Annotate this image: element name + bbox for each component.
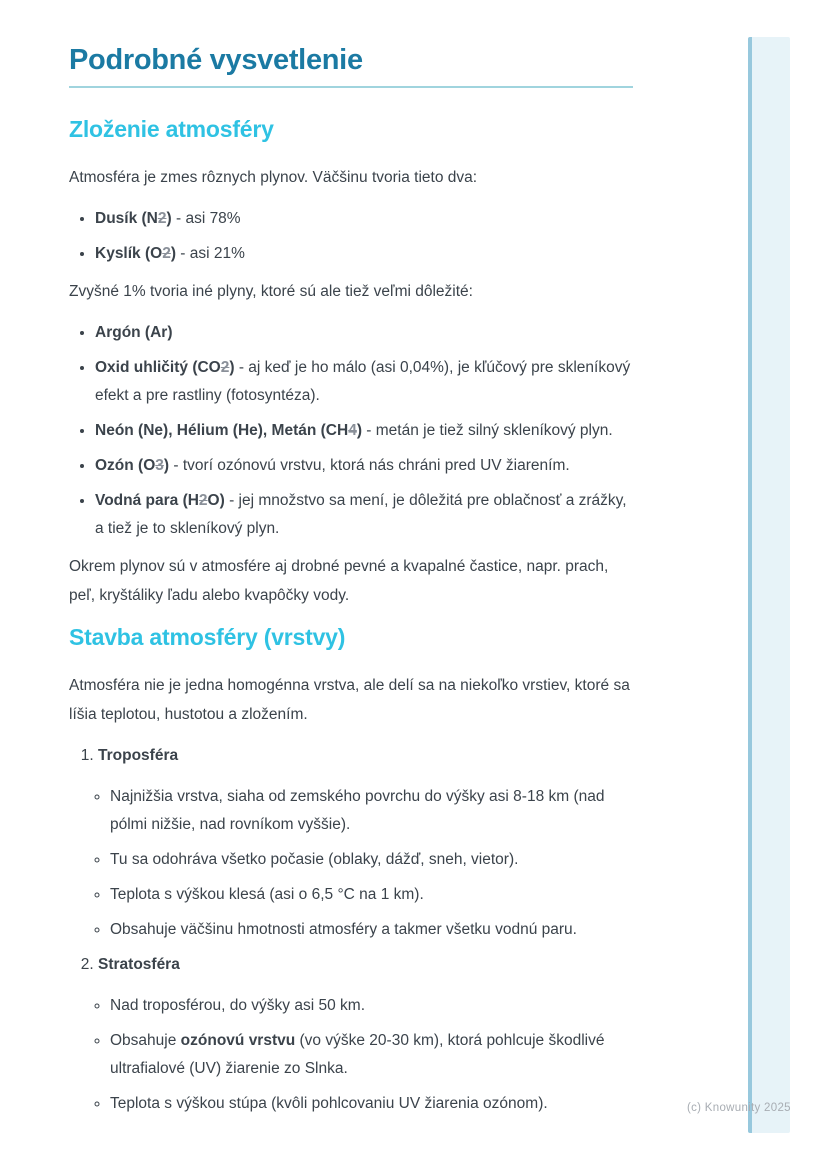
text-segment: Obsahuje väčšinu hmotnosti atmosféry a takmer všetku vodnú paru.	[110, 921, 577, 938]
list-item	[95, 452, 633, 480]
sub-bullet-list	[98, 992, 633, 1118]
sub-bullet-list	[98, 783, 633, 944]
text-segment: )	[166, 210, 172, 227]
text-segment: - tvorí ozónovú vrstvu, ktorá nás chráni pred UV žiarením.	[169, 457, 570, 474]
document-content	[69, 0, 633, 1118]
text-segment: Najnižšia vrstva, siaha od zemského povrchu do výšky asi 8-18 km (nad pólmi nižšie, nad rovníkom vyššie).	[110, 788, 605, 833]
paragraph	[69, 552, 633, 610]
text-segment: ozónovú vrstvu	[180, 1032, 296, 1049]
list-item	[95, 354, 633, 410]
paragraph	[69, 671, 633, 729]
paragraph	[69, 163, 633, 192]
page-title: Podrobné vysvetlenie	[69, 44, 363, 76]
list-item	[110, 1027, 633, 1083]
text-segment: Teplota s výškou klesá (asi o 6,5 °C na 1 km).	[110, 886, 424, 903]
text-segment: Obsahuje	[110, 1032, 181, 1049]
article	[69, 116, 633, 1118]
text-segment: Oxid uhličitý (CO	[95, 359, 221, 376]
chem-subscript: 2	[162, 245, 171, 262]
text-segment: Troposféra	[98, 747, 179, 764]
text-segment: - aj keď je ho málo (asi 0,04%), je kľúčový pre skleníkový efekt a pre rastliny (fotosyntéza).	[95, 359, 631, 404]
list-item	[98, 742, 633, 944]
text-segment: - jej množstvo sa mení, je dôležitá pre oblačnosť a zrážky, a tiež je to skleníkový plyn.	[95, 492, 627, 537]
text-segment: (vo výške 20-30 km), ktorá pohlcuje škodlivé ultrafialové (UV) žiarenie zo Slnka.	[110, 1032, 605, 1077]
text-segment: Atmosféra je zmes rôznych plynov. Väčšinu tvoria tieto dva:	[69, 169, 478, 186]
bullet-list	[69, 205, 633, 268]
list-item	[110, 992, 633, 1020]
copyright-text: (c) Knowunity 2025	[687, 1102, 791, 1114]
text-segment: )	[163, 457, 170, 474]
list-item	[110, 916, 633, 944]
title-divider	[69, 86, 633, 88]
list-item	[95, 417, 633, 445]
chem-subscript: 2	[198, 492, 208, 509]
text-segment: Nad troposférou, do výšky asi 50 km.	[110, 997, 366, 1014]
text-segment: Argón (Ar)	[95, 324, 173, 341]
list-item	[95, 319, 633, 347]
list-item	[98, 951, 633, 1118]
text-segment: Atmosféra nie je jedna homogénna vrstva, ale delí sa na niekoľko vrstiev, ktoré sa líšia teplotou, hustotou a zložením.	[69, 677, 630, 723]
section-heading: Zloženie atmosféry	[69, 116, 274, 142]
text-segment: - asi 21%	[176, 245, 245, 262]
text-segment: Dusík (N	[95, 210, 158, 227]
section-heading: Stavba atmosféry (vrstvy)	[69, 624, 346, 650]
bullet-list	[69, 319, 633, 543]
text-segment: Okrem plynov sú v atmosfére aj drobné pevné a kvapalné častice, napr. prach, peľ, kryštáliky ľadu alebo kvapôčky vody.	[69, 558, 609, 604]
list-item	[110, 783, 633, 839]
paragraph	[69, 277, 633, 306]
chem-subscript: 2	[157, 210, 167, 227]
text-segment: Ozón (O	[95, 457, 156, 474]
list-item	[110, 1090, 633, 1118]
text-segment: Kyslík (O	[95, 245, 163, 262]
list-item	[95, 205, 633, 233]
text-segment: )	[229, 359, 235, 376]
text-segment: Tu sa odohráva všetko počasie (oblaky, dážď, sneh, vietor).	[110, 851, 519, 868]
numbered-list	[69, 742, 633, 1118]
chem-subscript: 2	[220, 359, 230, 376]
page-edge-strip	[748, 37, 790, 1133]
list-item	[95, 487, 633, 543]
text-segment: Teplota s výškou stúpa (kvôli pohlcovaniu UV žiarenia ozónom).	[110, 1095, 548, 1112]
list-item	[110, 846, 633, 874]
list-item	[95, 240, 633, 268]
text-segment: Vodná para (H	[95, 492, 199, 509]
text-segment: - metán je tiež silný skleníkový plyn.	[361, 422, 613, 439]
text-segment: )	[170, 245, 176, 262]
chem-subscript: 3	[155, 457, 164, 474]
text-segment: )	[356, 422, 362, 439]
list-item	[110, 881, 633, 909]
text-segment: O)	[207, 492, 225, 509]
text-segment: - asi 78%	[171, 210, 241, 227]
text-segment: Zvyšné 1% tvoria iné plyny, ktoré sú ale tiež veľmi dôležité:	[69, 283, 473, 300]
text-segment: Stratosféra	[98, 956, 180, 973]
chem-subscript: 4	[348, 422, 357, 439]
text-segment: Neón (Ne), Hélium (He), Metán (CH	[95, 422, 349, 439]
